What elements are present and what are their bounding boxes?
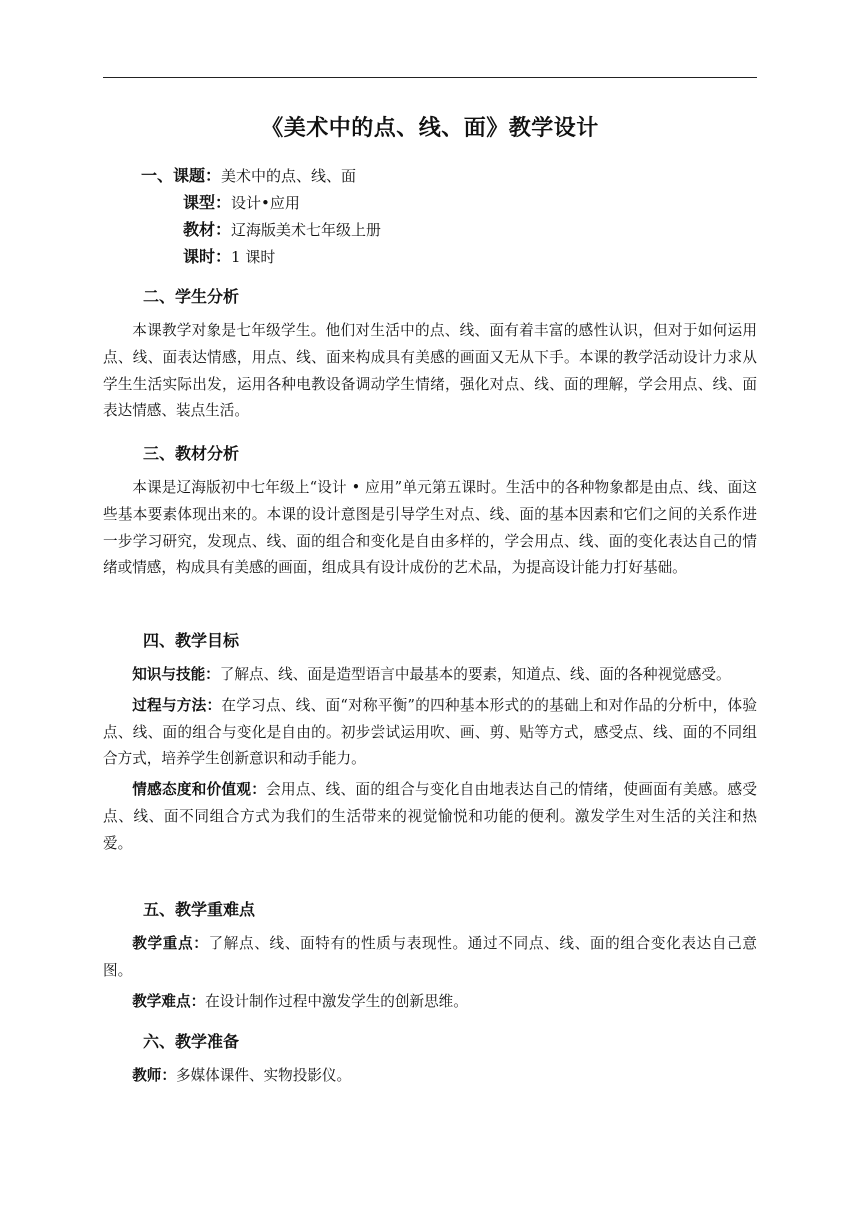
objective-process-label: 过程与方法： (132, 696, 222, 714)
header-rule (103, 77, 757, 78)
course-topic-key: 一、课题： (141, 166, 222, 185)
document-title: 《美术中的点、线、面》教学设计 (261, 116, 599, 141)
course-topic-row (141, 162, 741, 189)
objective-knowledge-label: 知识与技能： (132, 666, 220, 683)
objective-process (103, 693, 757, 773)
objective-emotion-label: 情感态度和价值观： (132, 781, 267, 799)
section-student-analysis (103, 280, 757, 425)
material-analysis-paragraph: 本课是辽海版初中七年级上“设计 • 应用”单元第五课时。生活中的各种物象都是由点、线、面这些基本要素体现出来的。本课的设计意图是引导学生对点、线、面的基本因素和它们之间的关系作进一步学习研究，发现点、线、面的组合和变化是自由多样的，学会用点、线、面的变化表达自己的情绪或情感，构成具有美感的画面，组成具有设计成份的艺术品，为提高设计能力打好基础。 (103, 479, 757, 577)
key-point-difficulty-label: 教学难点： (132, 992, 206, 1010)
objective-knowledge-text: 了解点、线、面是造型语言中最基本的要素，知道点、线、面的各种视觉感受。 (219, 666, 731, 683)
objective-process-text: 在学习点、线、面“对称平衡”的四种基本形式的的基础上和对作品的分析中，体验点、线、面的组合与变化是自由的。初步尝试运用吹、画、剪、贴等方式，感受点、线、面的不同组合方式，培养学生创新意识和动手能力。 (103, 696, 757, 768)
key-point-difficulty (103, 989, 757, 1016)
preparation-teacher-text: 多媒体课件、实物投影仪。 (175, 1067, 352, 1084)
course-type-value: 设计•应用 (231, 194, 300, 212)
objective-emotion (103, 777, 757, 857)
course-topic-value: 美术中的点、线、面 (221, 167, 357, 185)
key-point-focus-text: 了解点、线、面特有的性质与表现性。通过不同点、线、面的组合变化表达自己意图。 (103, 935, 757, 979)
course-type-row (141, 189, 741, 216)
key-point-difficulty-text: 在设计制作过程中激发学生的创新思维。 (205, 992, 468, 1010)
objective-knowledge (103, 662, 757, 689)
course-info (141, 162, 741, 270)
section-heading: 二、学生分析 (143, 287, 240, 306)
section-objectives (103, 624, 757, 858)
course-hours-key: 课时： (183, 247, 232, 266)
course-hours-value: 1 课时 (231, 248, 276, 266)
student-analysis-paragraph: 本课教学对象是七年级学生。他们对生活中的点、线、面有着丰富的感性认识，但对于如何运用点、线、面表达情感，用点、线、面来构成具有美感的画面又无从下手。本课的教学活动设计力求从学生生活实际出发，运用各种电教设备调动学生情绪，强化对点、线、面的理解，学会用点、线、面表达情感、装点生活。 (103, 322, 757, 420)
objective-emotion-text: 会用点、线、面的组合与变化自由地表达自己的情绪，使画面有美感。感受点、线、面不同组合方式为我们的生活带来的视觉愉悦和功能的便利。激发学生对生活的关注和热爱。 (103, 781, 757, 852)
course-textbook-key: 教材： (183, 220, 232, 239)
preparation-teacher (103, 1063, 757, 1090)
section-preparation (103, 1025, 757, 1090)
key-point-focus-label: 教学重点： (132, 935, 209, 952)
section-material-analysis (103, 437, 757, 582)
section-heading: 六、教学准备 (143, 1032, 240, 1051)
key-point-focus (103, 931, 757, 985)
course-textbook-row (141, 216, 741, 243)
section-heading: 五、教学重难点 (143, 900, 256, 919)
course-textbook-value: 辽海版美术七年级上册 (231, 221, 382, 239)
section-key-points (103, 893, 757, 1015)
preparation-teacher-label: 教师： (132, 1067, 176, 1084)
course-type-key: 课型： (183, 193, 232, 212)
course-hours-row (141, 243, 741, 270)
section-heading: 四、教学目标 (143, 631, 240, 650)
section-heading: 三、教材分析 (143, 444, 240, 463)
